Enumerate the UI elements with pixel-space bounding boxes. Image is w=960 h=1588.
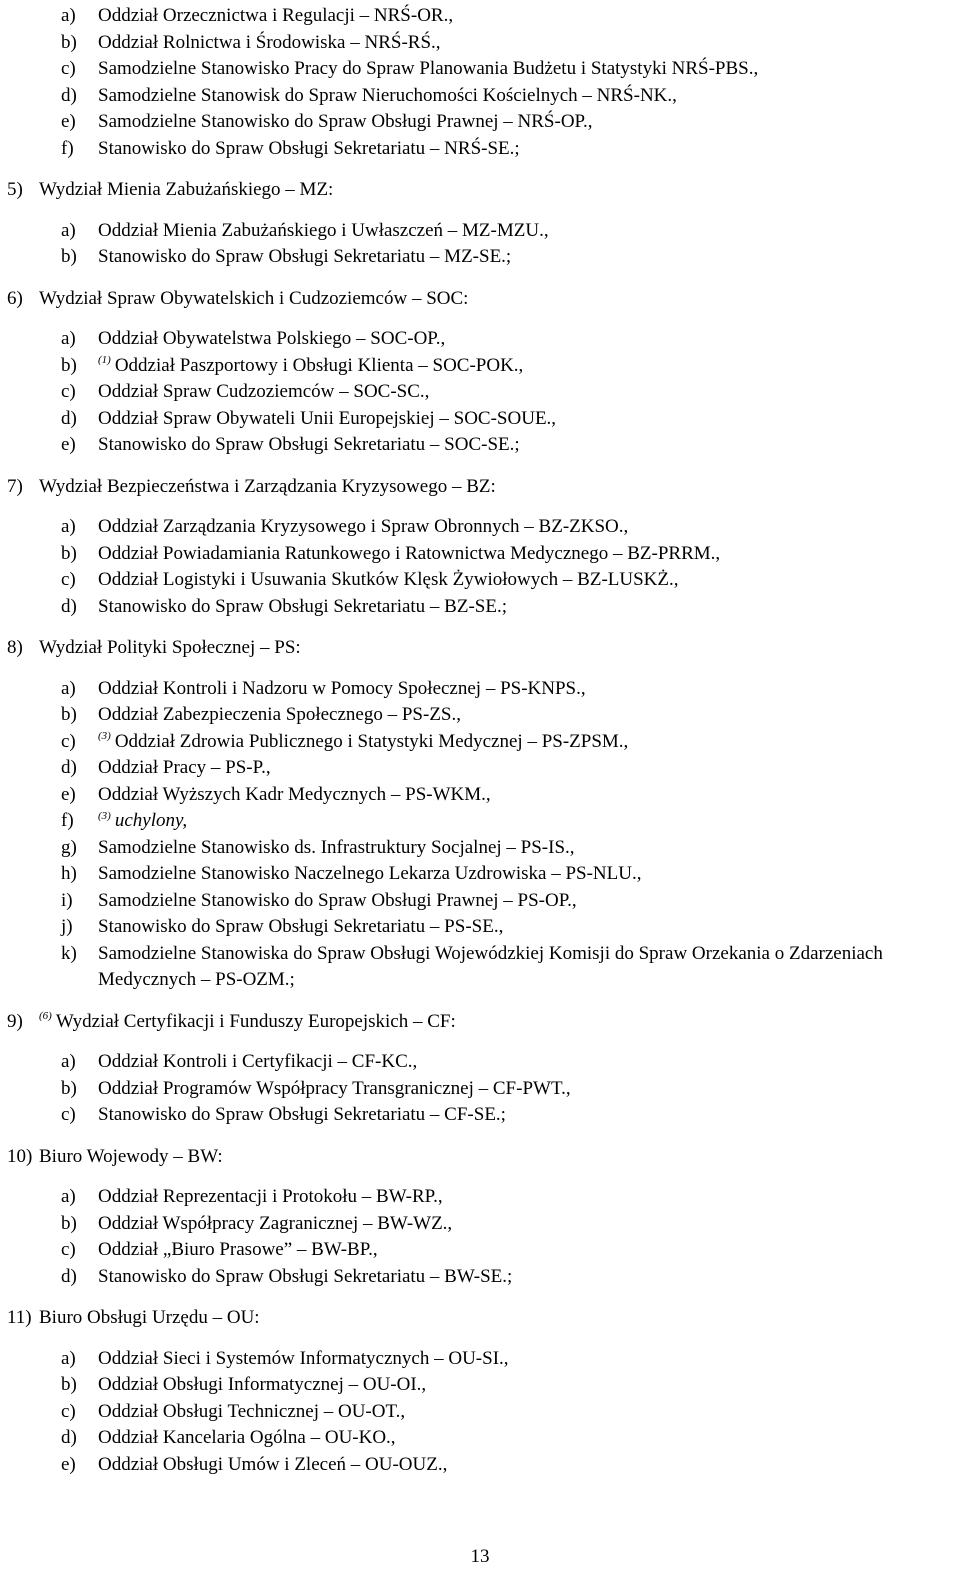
item-text (7, 541, 957, 568)
item-marker: c) (61, 381, 76, 402)
item-text (7, 835, 957, 862)
list-item (7, 861, 957, 888)
section-title-text: Wydział Certyfikacji i Funduszy Europejskich – CF: (55, 1010, 456, 1032)
item-marker: j) (61, 916, 73, 937)
item-marker: a) (61, 219, 76, 241)
item-label: Oddział Zdrowia Publicznego i Statystyki Medycznej – PS-ZPSM., (114, 730, 629, 752)
item-text (7, 567, 957, 594)
spacer (7, 459, 957, 474)
item-label: Samodzielne Stanowisko Naczelnego Lekarza Uzdrowiska – PS-NLU., (98, 863, 642, 884)
section-marker: 7) (7, 475, 23, 497)
item-text (7, 136, 957, 163)
item-marker: a) (61, 328, 76, 349)
list-item (7, 109, 957, 136)
item-label: Oddział Obsługi Umów i Zleceń – OU-OUZ., (98, 1453, 448, 1475)
list-item (7, 1425, 957, 1452)
item-label: Oddział Rolnictwa i Środowiska – NRŚ-RŚ., (98, 31, 441, 53)
list-item (7, 1184, 957, 1211)
item-label: Stanowisko do Spraw Obsługi Sekretariatu – CF-SE.; (98, 1104, 506, 1125)
item-text (7, 1452, 957, 1479)
item-marker: b) (61, 1212, 77, 1234)
item-text (7, 218, 957, 245)
item-marker: b) (61, 1374, 77, 1395)
item-marker: e) (61, 111, 76, 132)
item-marker: b) (61, 246, 77, 267)
item-text (7, 1076, 957, 1103)
item-marker: b) (61, 542, 77, 564)
item-label: Oddział Sieci i Systemów Informatycznych – OU-SI., (98, 1347, 509, 1369)
section (7, 994, 957, 1129)
item-text (7, 861, 957, 888)
list-item (7, 729, 957, 756)
section-heading (7, 177, 957, 204)
item-marker: d) (61, 84, 77, 106)
list-item (7, 914, 957, 941)
list-item (7, 1049, 957, 1076)
section-marker: 5) (7, 179, 23, 200)
item-text (7, 594, 957, 621)
item-marker: d) (61, 1265, 77, 1287)
item-text (7, 379, 957, 406)
list-item (7, 136, 957, 163)
section-title-text: Wydział Mienia Zabużańskiego – MZ: (39, 179, 334, 200)
item-label: Oddział Obsługi Informatycznej – OU-OI., (98, 1374, 427, 1395)
list-item (7, 30, 957, 57)
item-label: uchylony, (114, 810, 188, 831)
item-label: Samodzielne Stanowisko Pracy do Spraw Planowania Budżetu i Statystyki NRŚ-PBS., (98, 58, 759, 79)
item-label: Oddział Logistyki i Usuwania Skutków Klęsk Żywiołowych – BZ-LUSKŻ., (98, 569, 679, 590)
section-title (7, 474, 957, 501)
list-item (7, 1237, 957, 1264)
section-heading (7, 1009, 957, 1036)
item-label: Stanowisko do Spraw Obsługi Sekretariatu – NRŚ-SE.; (98, 137, 520, 159)
item-marker: e) (61, 783, 76, 805)
list-item (7, 702, 957, 729)
item-label: Oddział Programów Współpracy Transgranicznej – CF-PWT., (98, 1077, 571, 1099)
page-number: 13 (470, 1546, 490, 1567)
footnote-ref: (6) (39, 1010, 52, 1023)
list-item (7, 1372, 957, 1399)
item-marker: i) (61, 889, 73, 911)
item-text (7, 676, 957, 703)
list-item (7, 941, 957, 994)
item-label: Oddział Paszportowy i Obsługi Klienta – SOC-POK., (114, 354, 524, 376)
item-marker: b) (61, 704, 77, 725)
item-marker: a) (61, 1186, 76, 1207)
list-item (7, 808, 957, 835)
list-item (7, 1211, 957, 1238)
item-text (7, 1346, 957, 1373)
section (7, 620, 957, 994)
spacer (7, 312, 957, 326)
section-title-text: Wydział Polityki Społecznej – PS: (39, 637, 301, 658)
item-marker: g) (61, 836, 77, 858)
item-label: Oddział Wyższych Kadr Medycznych – PS-WKM., (98, 783, 491, 805)
item-text (7, 326, 957, 353)
section-title (7, 177, 957, 204)
item-marker: c) (61, 1104, 76, 1125)
section-heading (7, 1305, 957, 1332)
item-text (7, 3, 957, 30)
item-marker: e) (61, 434, 76, 455)
item-text (7, 1184, 957, 1211)
list-item (7, 1102, 957, 1129)
list-item (7, 1452, 957, 1479)
item-marker: f) (61, 810, 74, 831)
list-item (7, 1264, 957, 1291)
section-marker: 8) (7, 637, 23, 658)
item-text (7, 808, 957, 835)
list-item (7, 755, 957, 782)
item-marker: b) (61, 31, 77, 53)
item-text (7, 83, 957, 110)
spacer (7, 662, 957, 676)
item-marker: a) (61, 516, 76, 537)
item-label: Samodzielne Stanowisko ds. Infrastruktury Socjalnej – PS-IS., (98, 836, 575, 858)
section-title (7, 1009, 957, 1036)
item-text (7, 1425, 957, 1452)
item-text (7, 1237, 957, 1264)
section (7, 162, 957, 271)
footnote-ref: (3) (98, 730, 111, 743)
document-body (7, 3, 957, 1478)
item-text (7, 109, 957, 136)
item-text (7, 406, 957, 433)
item-marker: c) (61, 569, 76, 590)
section-title-text: Wydział Spraw Obywatelskich i Cudzoziemców – SOC: (39, 287, 469, 309)
item-marker: d) (61, 595, 77, 617)
item-label: Samodzielne Stanowisko do Spraw Obsługi Prawnej – NRŚ-OP., (98, 111, 593, 132)
spacer (7, 1332, 957, 1346)
section (7, 1129, 957, 1291)
section-title-text: Wydział Bezpieczeństwa i Zarządzania Kryzysowego – BZ: (39, 475, 496, 497)
item-label: Oddział Zarządzania Kryzysowego i Spraw Obronnych – BZ-ZKSO., (98, 516, 629, 537)
section-heading (7, 474, 957, 501)
list-item (7, 676, 957, 703)
section-marker: 10) (7, 1145, 33, 1167)
item-label: Oddział Mienia Zabużańskiego i Uwłaszczeń – MZ-MZU., (98, 219, 549, 241)
item-label: Oddział Powiadamiania Ratunkowego i Ratownictwa Medycznego – BZ-PRRM., (98, 542, 721, 564)
section-heading (7, 1144, 957, 1171)
list-item (7, 353, 957, 380)
spacer (7, 162, 957, 177)
item-text (7, 1211, 957, 1238)
list-item (7, 432, 957, 459)
item-marker: b) (61, 1077, 77, 1099)
section (7, 3, 957, 162)
item-text (7, 888, 957, 915)
item-text (7, 1049, 957, 1076)
item-label: Stanowisko do Spraw Obsługi Sekretariatu – PS-SE., (98, 916, 504, 937)
item-text (7, 1372, 957, 1399)
list-item (7, 244, 957, 271)
section-title (7, 1144, 957, 1171)
item-label: Oddział Kontroli i Certyfikacji – CF-KC., (98, 1051, 418, 1072)
item-marker: c) (61, 1400, 76, 1422)
item-text (7, 729, 957, 756)
item-label: Stanowisko do Spraw Obsługi Sekretariatu – MZ-SE.; (98, 246, 512, 267)
item-text (7, 514, 957, 541)
item-marker: a) (61, 5, 76, 26)
item-marker: a) (61, 677, 76, 699)
section-title-text: Biuro Wojewody – BW: (39, 1145, 223, 1167)
list-item (7, 3, 957, 30)
section (7, 459, 957, 621)
item-label: Stanowisko do Spraw Obsługi Sekretariatu – BW-SE.; (98, 1265, 513, 1287)
section-title (7, 635, 957, 662)
item-marker: h) (61, 863, 77, 884)
item-label: Oddział Obywatelstwa Polskiego – SOC-OP., (98, 328, 446, 349)
spacer (7, 620, 957, 635)
spacer (7, 271, 957, 286)
list-item (7, 218, 957, 245)
item-marker: d) (61, 407, 77, 429)
list-item (7, 1399, 957, 1426)
spacer (7, 1035, 957, 1049)
section (7, 271, 957, 459)
item-label: Oddział Zabezpieczenia Społecznego – PS-ZS., (98, 704, 461, 725)
item-text (7, 56, 957, 83)
item-text (7, 1264, 957, 1291)
item-label: Oddział Reprezentacji i Protokołu – BW-RP., (98, 1186, 443, 1207)
spacer (7, 1129, 957, 1144)
list-item (7, 888, 957, 915)
spacer (7, 1290, 957, 1305)
list-item (7, 567, 957, 594)
item-text (7, 941, 957, 994)
spacer (7, 1170, 957, 1184)
section-heading (7, 635, 957, 662)
list-item (7, 1076, 957, 1103)
item-label: Oddział „Biuro Prasowe” – BW-BP., (98, 1239, 378, 1260)
item-text (7, 30, 957, 57)
section-marker: 6) (7, 287, 23, 309)
list-item (7, 594, 957, 621)
section-heading (7, 286, 957, 313)
item-marker: b) (61, 354, 77, 376)
item-label: Oddział Spraw Cudzoziemców – SOC-SC., (98, 381, 430, 402)
item-label: Stanowisko do Spraw Obsługi Sekretariatu – SOC-SE.; (98, 434, 520, 455)
item-text (7, 914, 957, 941)
section-marker: 11) (7, 1307, 32, 1328)
item-text (7, 702, 957, 729)
list-item (7, 835, 957, 862)
item-label: Samodzielne Stanowisk do Spraw Nieruchomości Kościelnych – NRŚ-NK., (98, 84, 677, 106)
list-item (7, 514, 957, 541)
section-title-text: Biuro Obsługi Urzędu – OU: (39, 1307, 260, 1328)
section (7, 1290, 957, 1478)
item-marker: k) (61, 942, 77, 964)
list-item (7, 541, 957, 568)
item-label: Samodzielne Stanowisko do Spraw Obsługi Prawnej – PS-OP., (98, 889, 577, 911)
footnote-ref: (3) (98, 809, 111, 822)
section-title (7, 1305, 957, 1332)
item-text (7, 244, 957, 271)
item-marker: a) (61, 1347, 76, 1369)
footnote-ref: (1) (98, 354, 111, 367)
section-marker: 9) (7, 1010, 23, 1032)
item-label: Oddział Obsługi Technicznej – OU-OT., (98, 1400, 406, 1422)
item-label: Stanowisko do Spraw Obsługi Sekretariatu – BZ-SE.; (98, 595, 507, 617)
item-marker: e) (61, 1453, 76, 1475)
list-item (7, 326, 957, 353)
list-item (7, 83, 957, 110)
spacer (7, 204, 957, 218)
item-label: Oddział Spraw Obywateli Unii Europejskiej – SOC-SOUE., (98, 407, 557, 429)
list-item (7, 406, 957, 433)
list-item (7, 379, 957, 406)
item-marker: c) (61, 1239, 76, 1260)
item-label: Oddział Współpracy Zagranicznej – BW-WZ., (98, 1212, 453, 1234)
item-label: Oddział Kancelaria Ogólna – OU-KO., (98, 1427, 396, 1448)
item-text (7, 1102, 957, 1129)
item-label: Samodzielne Stanowiska do Spraw Obsługi Wojewódzkiej Komisji do Spraw Orzekania o Zdarzeniach Medycznych – PS-OZM.; (98, 942, 883, 990)
list-item (7, 1346, 957, 1373)
section-title (7, 286, 957, 313)
item-text (7, 432, 957, 459)
item-label: Oddział Kontroli i Nadzoru w Pomocy Społecznej – PS-KNPS., (98, 677, 586, 699)
list-item (7, 782, 957, 809)
item-marker: d) (61, 1427, 77, 1448)
item-marker: d) (61, 757, 77, 778)
item-marker: c) (61, 58, 76, 79)
item-text (7, 782, 957, 809)
item-text (7, 353, 957, 380)
spacer (7, 994, 957, 1009)
item-label: Oddział Orzecznictwa i Regulacji – NRŚ-OR., (98, 5, 454, 26)
item-text (7, 1399, 957, 1426)
spacer (7, 500, 957, 514)
item-marker: c) (61, 730, 76, 752)
item-marker: f) (61, 137, 74, 159)
item-label: Oddział Pracy – PS-P., (98, 757, 271, 778)
item-text (7, 755, 957, 782)
list-item (7, 56, 957, 83)
item-marker: a) (61, 1051, 76, 1072)
